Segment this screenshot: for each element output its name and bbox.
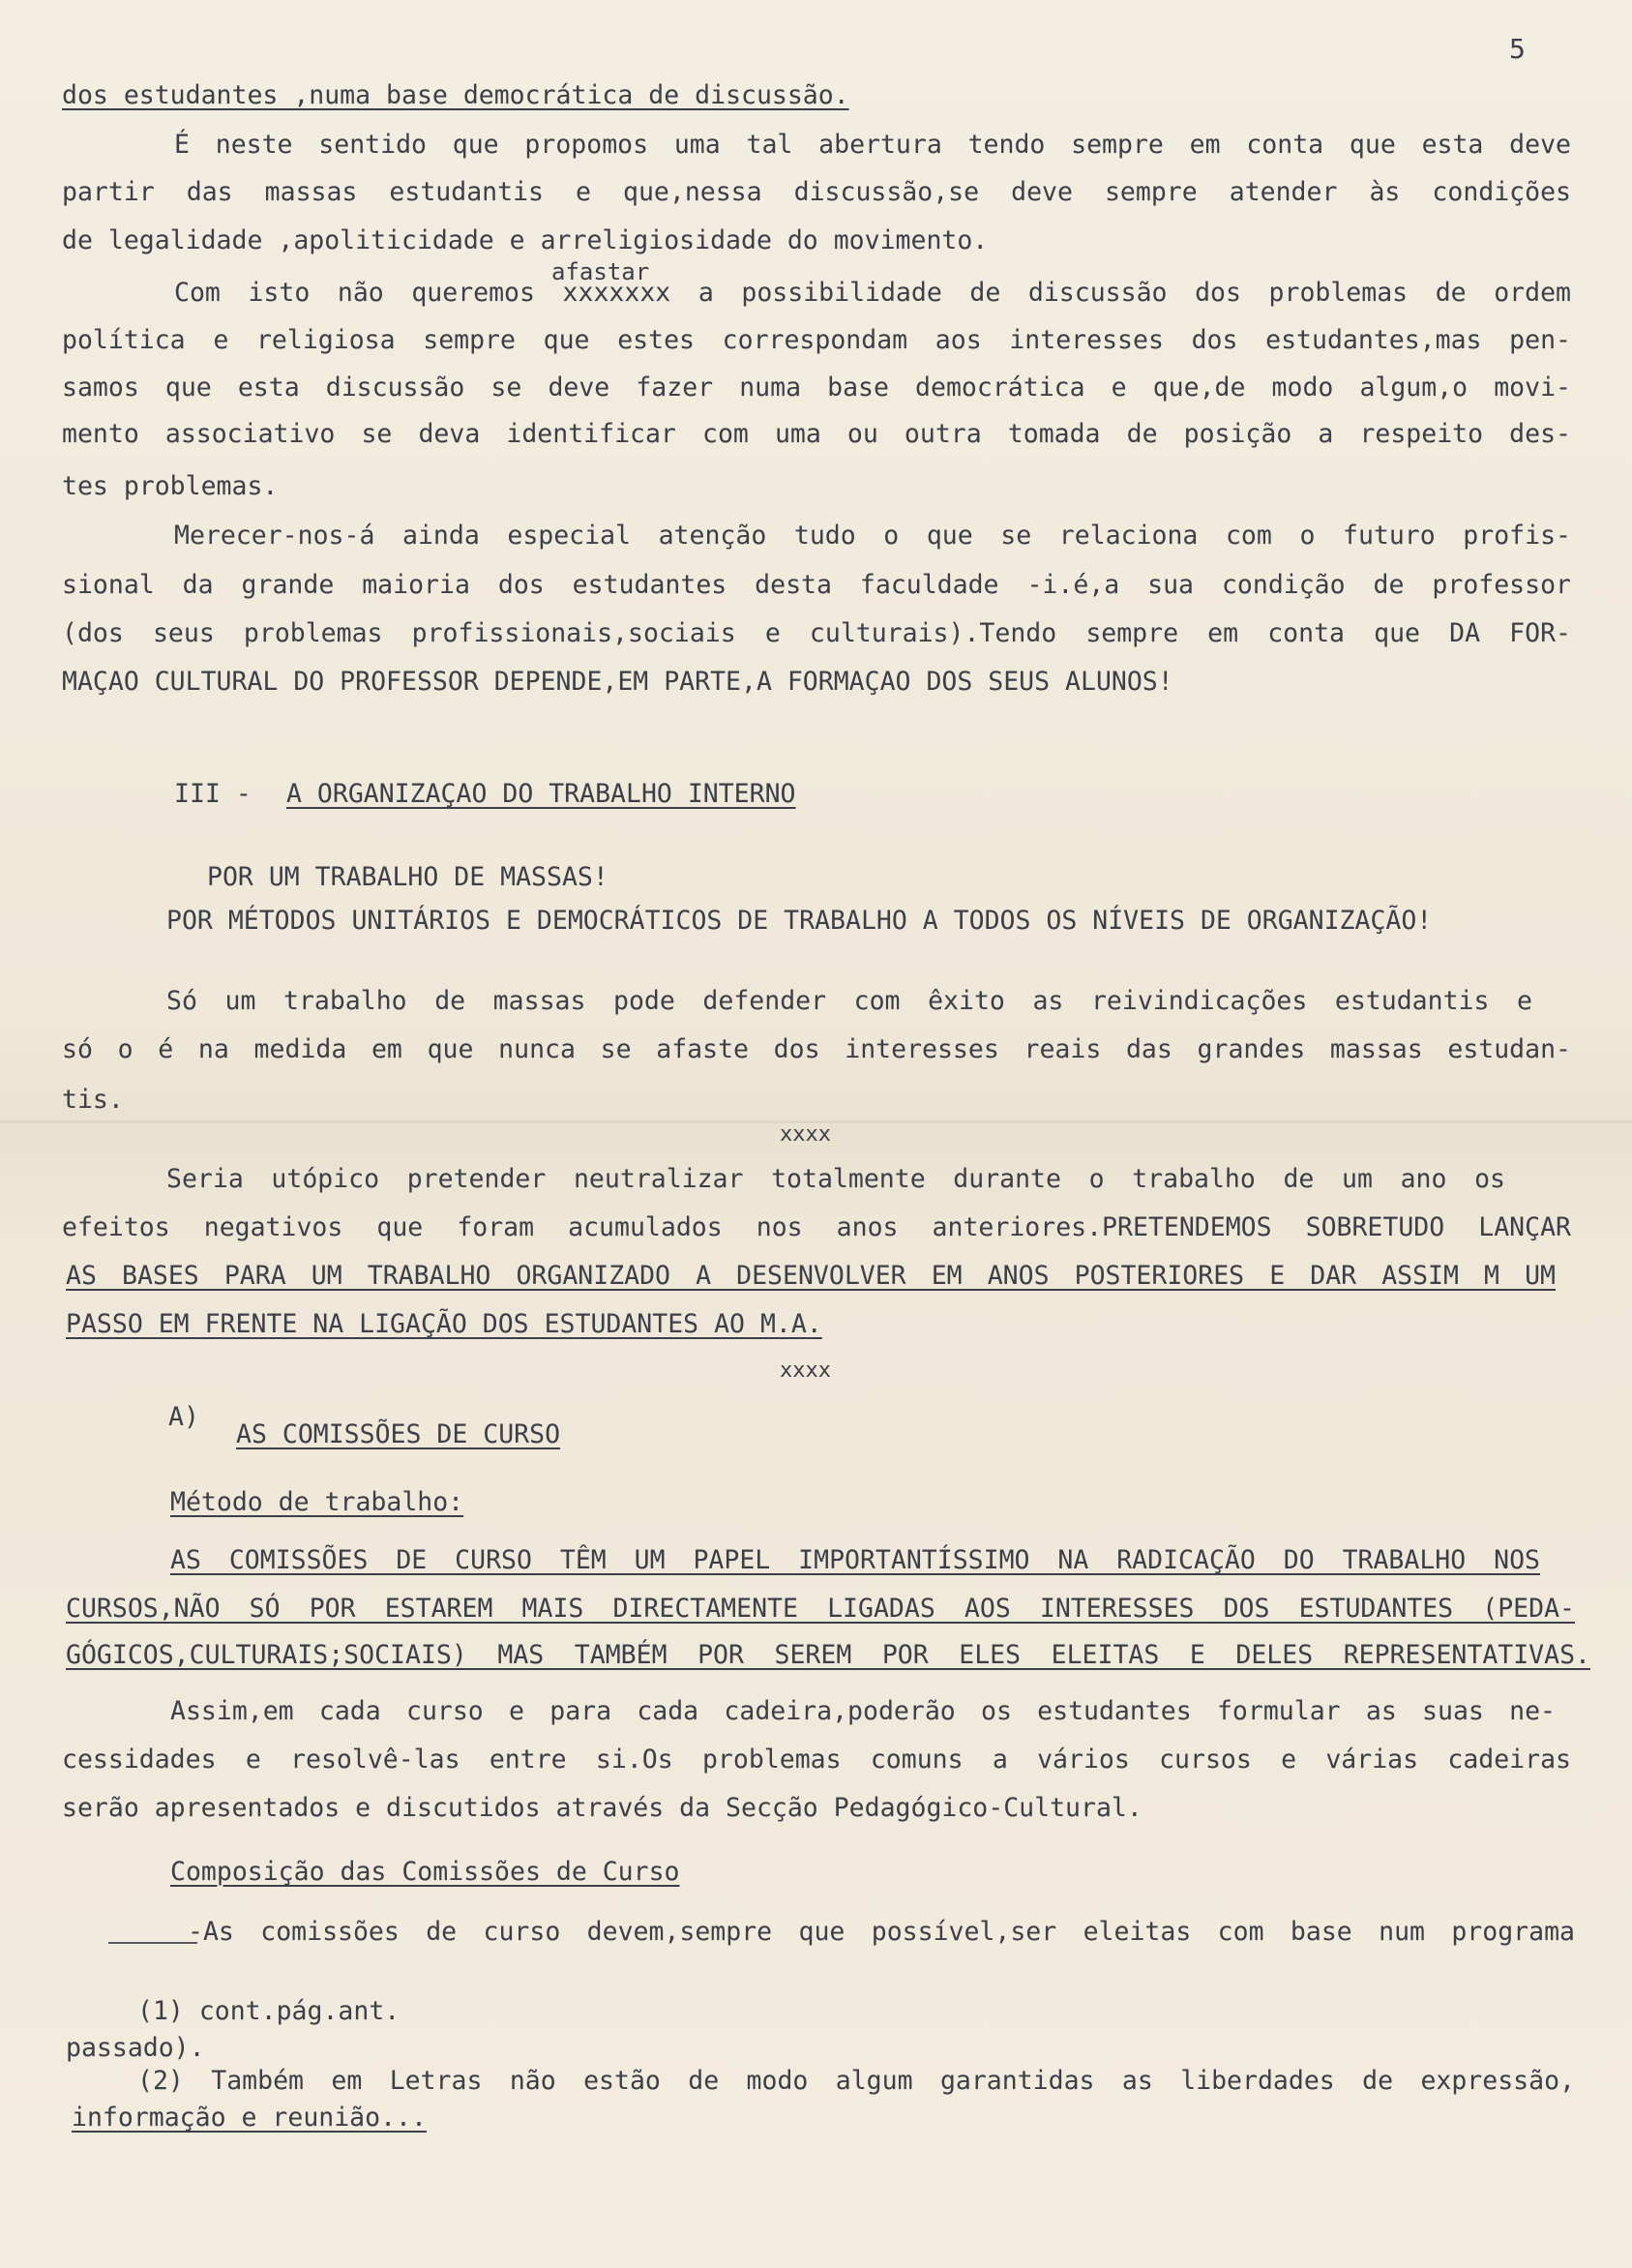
slogan-line: POR UM TRABALHO DE MASSAS! <box>207 862 608 892</box>
text-line: dos estudantes ,numa base democrática de discussão. <box>62 80 849 110</box>
footnote: (2) Também em Letras não estão de modo algum garantidas as liberdades de expressão, <box>137 2066 1575 2096</box>
text-line: política e religiosa sempre que estes correspondam aos interesses dos estudantes,mas pen- <box>62 325 1571 355</box>
subsection-heading: AS COMISSÕES DE CURSO <box>236 1419 561 1449</box>
text-line: Seria utópico pretender neutralizar totalmente durante o trabalho de um ano os <box>166 1164 1505 1194</box>
text-line: só o é na medida em que nunca se afaste dos interesses reais das grandes massas estudan- <box>62 1034 1571 1064</box>
text-line: (dos seus problemas profissionais,sociais e culturais).Tendo sempre em conta que DA FOR- <box>62 618 1571 648</box>
slogan-line: POR MÉTODOS UNITÁRIOS E DEMOCRÁTICOS DE TRABALHO A TODOS OS NÍVEIS DE ORGANIZAÇÃO! <box>166 906 1433 936</box>
footnote: informação e reunião... <box>72 2103 427 2133</box>
handwritten-insertion: afastar <box>551 258 650 285</box>
text-line: serão apresentados e discutidos através da Secção Pedagógico-Cultural. <box>62 1793 1142 1823</box>
subheading: Composição das Comissões de Curso <box>170 1857 680 1887</box>
text-line: É neste sentido que propomos uma tal abertura tendo sempre em conta que esta deve <box>174 130 1571 160</box>
text-line: Merecer-nos-á ainda especial atenção tudo o que se relaciona com o futuro profis- <box>174 521 1571 551</box>
section-heading: A ORGANIZAÇAO DO TRABALHO INTERNO <box>286 779 796 809</box>
text-line: AS BASES PARA UM TRABALHO ORGANIZADO A DESENVOLVER EM ANOS POSTERIORES E DAR ASSIM M UM <box>66 1261 1556 1291</box>
text-line: Com isto não queremos xxxxxxx a possibilidade de discussão dos problemas de ordem <box>174 278 1571 308</box>
text-line: MAÇAO CULTURAL DO PROFESSOR DEPENDE,EM PARTE,A FORMAÇAO DOS SEUS ALUNOS! <box>62 667 1173 697</box>
text-line: partir das massas estudantis e que,nessa discussão,se deve sempre atender às condições <box>62 177 1571 207</box>
text-line: -As comissões de curso devem,sempre que possível,ser eleitas com base num programa <box>188 1917 1575 1947</box>
section-number: III - <box>174 779 252 809</box>
text-line: efeitos negativos que foram acumulados nos anos anteriores.PRETENDEMOS SOBRETUDO LANÇAR <box>62 1212 1571 1242</box>
text-line: CURSOS,NÃO SÓ POR ESTAREM MAIS DIRECTAMENTE LIGADAS AOS INTERESSES DOS ESTUDANTES (PEDA- <box>66 1594 1575 1624</box>
text-line: GÓGICOS,CULTURAIS;SOCIAIS) MAS TAMBÉM POR SEREM POR ELES ELEITAS E DELES REPRESENTATIVAS. <box>66 1640 1590 1670</box>
text-line: tes problemas. <box>62 471 279 501</box>
footnote: passado). <box>66 2033 205 2063</box>
text-line: mento associativo se deva identificar com uma ou outra tomada de posição a respeito des- <box>62 419 1571 449</box>
footnote: (1) cont.pág.ant. <box>137 1996 401 2026</box>
text-line: tis. <box>62 1085 124 1115</box>
footnote-rule <box>108 1942 197 1944</box>
text-line: sional da grande maioria dos estudantes desta faculdade -i.é,a sua condição de professor <box>62 570 1571 600</box>
text-line: AS COMISSÕES DE CURSO TÊM UM PAPEL IMPORTANTÍSSIMO NA RADICAÇÃO DO TRABALHO NOS <box>170 1545 1540 1575</box>
separator: xxxx <box>780 1358 831 1383</box>
subheading: Método de trabalho: <box>170 1487 464 1517</box>
text-line: Assim,em cada curso e para cada cadeira,poderão os estudantes formular as suas ne- <box>170 1696 1556 1726</box>
text-line: samos que esta discussão se deve fazer numa base democrática e que,de modo algum,o movi- <box>62 373 1571 403</box>
text-line: Só um trabalho de massas pode defender com êxito as reivindicações estudantis e <box>166 986 1532 1016</box>
text-line: de legalidade ,apoliticidade e arreligiosidade do movimento. <box>62 225 989 255</box>
text-line: PASSO EM FRENTE NA LIGAÇÃO DOS ESTUDANTES AO M.A. <box>66 1309 822 1339</box>
subsection-letter: A) <box>168 1402 199 1432</box>
text-line: cessidades e resolvê-las entre si.Os problemas comuns a vários cursos e várias cadeiras <box>62 1745 1571 1775</box>
page-number: 5 <box>1509 33 1526 65</box>
separator: xxxx <box>780 1122 831 1147</box>
